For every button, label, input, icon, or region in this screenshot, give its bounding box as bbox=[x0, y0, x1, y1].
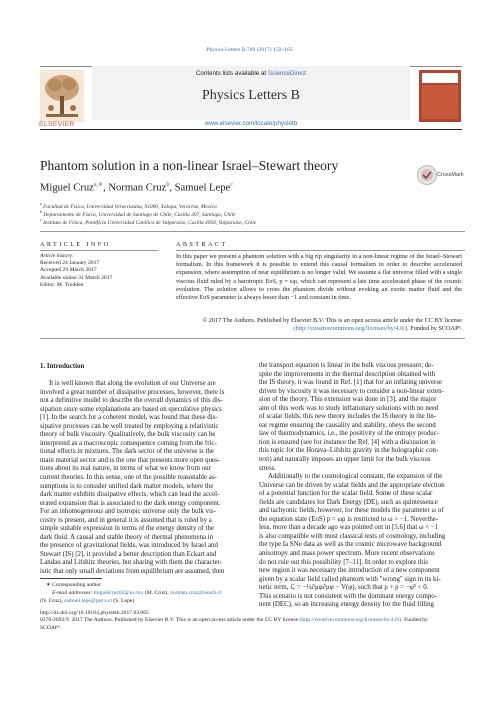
body-text-line: current theories. In this sense, one of the possible reasonable as- bbox=[40, 474, 217, 482]
issn-license-link[interactable]: (http://creativecommons.org/licenses/by/4.0/) bbox=[299, 617, 402, 623]
body-text-line: do not rule out this possibility [7–11]. In order to explore this bbox=[259, 558, 428, 566]
footnote-divider bbox=[40, 578, 102, 579]
history-label: Article history: bbox=[40, 253, 75, 259]
body-text-line: spite the improvements in the thermal description obtained with bbox=[259, 370, 436, 378]
history-item: Available online 31 March 2017 bbox=[40, 274, 113, 281]
body-text-line: Universe can be driven by scalar fields and the appropriate election bbox=[259, 481, 445, 489]
body-text-line: istic that only small deviations from equilibrium are assumed, then bbox=[40, 568, 225, 576]
issn-line2: SCOAP³. bbox=[40, 624, 62, 631]
body-text-line: tion is ensured (see for instance the Ref. [4] with a discussion in bbox=[259, 438, 436, 446]
author-marker[interactable]: a,∗ bbox=[93, 182, 104, 188]
corresponding-label: Corresponding author. bbox=[52, 582, 103, 588]
journal-reference[interactable]: Physics Letters B 769 (2017) 159–165 bbox=[206, 47, 293, 53]
body-text-line: sion of the theory. This extension was done in [3], and the major bbox=[259, 396, 437, 404]
body-text-line: stress. bbox=[259, 464, 277, 472]
body-text-line: simple suitable expression in terms of the energy density of the bbox=[40, 525, 215, 533]
contents-prefix: Contents lists available at bbox=[195, 70, 268, 77]
issn-tail: . Funded by bbox=[401, 617, 428, 623]
email-owner: (N. Cruz), bbox=[40, 598, 65, 604]
body-text-line: It is well known that along the evolution of our Universe are bbox=[49, 380, 216, 387]
body-text-line: not a definitive model to describe the overall dynamics of this dis- bbox=[40, 397, 223, 405]
contents-line bbox=[92, 70, 410, 77]
body-text-line: sipative processes can be well treated by employing a relativistic bbox=[40, 422, 219, 430]
email-addresses-cont bbox=[40, 598, 136, 604]
publisher-wordmark: ELSEVIER bbox=[39, 121, 75, 128]
affiliation-text: Instituto de Física, Pontificia Universidad Católica de Valparaíso, Casilla 4950, Valparaíso, Chile bbox=[43, 219, 257, 226]
elsevier-tree-logo bbox=[40, 70, 84, 122]
body-text-line: fields are candidates for Dark Energy (DE), such as quintessence bbox=[259, 498, 438, 506]
doi-link[interactable]: http://dx.doi.org/10.1016/j.physletb.2017.03.065 bbox=[40, 610, 149, 616]
body-text-line: interpreted as a macroscopic consequence coming from the fric- bbox=[40, 439, 217, 447]
body-text-line: cosity is present, and in general it is assumed that is ruled by a bbox=[40, 516, 212, 524]
divider bbox=[176, 250, 465, 251]
body-text-line: [1]. In the search for a coherent model, was found that these dis- bbox=[40, 414, 218, 422]
abstract-text: In this paper we present a phantom solution with a big rip singularity in a non-linear regime of the Israel–Stewart formalism. In this framework it is possible to extend this causal formalism in order to describe accelerated expansion, where assumption of near equilibrium is no longer valid. We assume a flat universe filled with a single viscous fluid ruled by a barotropic EoS, p = ωρ, which can represent a late time accelerated phase of the cosmic evolution. The solution allows to cross the phantom divide without evoking an exotic matter fluid and the effective EoS parameter is always lesser than −1 and constant in time. bbox=[176, 253, 462, 302]
email-owner: (S. Lepe). bbox=[111, 598, 136, 604]
body-text-line: anisotropy and mass power spectrum. More recent observations bbox=[259, 550, 435, 558]
body-text-line: this topic for the Horava–Lifshitz gravity in the holographic con- bbox=[259, 447, 439, 455]
body-text-line: involved a great number of dissipative processes, however, there is bbox=[40, 388, 225, 396]
body-text-line: dark matter exhibits dissipative effects, which can lead the accel- bbox=[40, 491, 220, 499]
body-column-left bbox=[40, 380, 246, 577]
divider bbox=[40, 338, 465, 339]
body-text-line: the IS theory, it was found in Ref. [1] that for an inflating universe bbox=[259, 379, 443, 387]
author-marker[interactable]: b bbox=[166, 182, 170, 188]
body-text-line: Stewart (IS) [2], it provided a better description than Eckart and bbox=[40, 550, 217, 558]
body-text-line: netic term, ℒ = −½∂μφ∂μφ − V(φ), such that ρ + p = −φ̇² < 0. bbox=[259, 584, 429, 592]
body-text-line: tions about its real nature, in terms of what we know from our bbox=[40, 465, 211, 473]
body-text-line: of scalar fields, this new theory includes the IS theory in the lin- bbox=[259, 413, 437, 421]
body-text-line: dark fluid. A causal and stable theory of thermal phenomena in bbox=[40, 533, 214, 541]
body-text-line: given by a scalar field called phantom with "wrong" sign in its ki- bbox=[259, 575, 441, 583]
history-item: Editor: M. Trodden bbox=[40, 281, 84, 288]
issn-lead: 0370-2693/© 2017 The Authors. Published by Elsevier B.V. This is an open access article under the CC BY license bbox=[40, 617, 299, 623]
article-history bbox=[40, 253, 158, 289]
email-addresses bbox=[52, 590, 221, 596]
body-text-line: the presence of gravitational fields, was introduced by Israel and bbox=[40, 542, 218, 550]
body-text-line: This scenario is not consistent with the dominant energy compo- bbox=[259, 592, 438, 600]
article-title: Phantom solution in a non-linear Israel–Stewart theory bbox=[40, 158, 339, 173]
body-text-line: sipation since some explanations are based on speculative physics bbox=[40, 405, 222, 413]
article-info-heading: ARTICLE INFO bbox=[40, 241, 111, 248]
journal-title: Physics Letters B bbox=[202, 88, 300, 103]
author-list: Miguel Cruz$^{a,∗}$, Norman Cruz$^b$, Samuel Lepe$^c$ bbox=[40, 182, 233, 194]
license-tail: . Funded by SCOAP³. bbox=[407, 325, 462, 333]
email-link[interactable]: samuel.lepe@pucv.cl bbox=[64, 598, 112, 604]
body-text-line: driven by viscosity it was necessary to consider a non-linear exten- bbox=[259, 387, 444, 395]
issn-copyright bbox=[40, 617, 465, 632]
body-text-line: sumptions is to consider unified dark matter models, where the bbox=[40, 482, 214, 490]
body-text-line: of a potential function for the scalar field. Some of these scalar bbox=[259, 490, 433, 498]
license-link[interactable]: (http://creativecommons.org/licenses/by/4.0/) bbox=[293, 325, 408, 333]
body-text-line: is also compatible with most classical tests of cosmology, including bbox=[259, 532, 446, 540]
body-text-line: nent (DEC), so an increasing energy density for the fluid filling bbox=[259, 601, 434, 609]
body-column-right bbox=[259, 362, 465, 610]
license-lead: © 2017 The Authors. Published by Elsevier B.V. This is an open access article under the CC BY license bbox=[202, 317, 462, 324]
email-link[interactable]: norman.cruz@usach.cl bbox=[170, 590, 222, 596]
body-text-line: main material sector and is the one that presents more open ques- bbox=[40, 456, 221, 464]
body-text-line: Additionally to the cosmological constant, the expansion of the bbox=[268, 473, 443, 481]
history-item: Received 24 January 2017 bbox=[40, 260, 100, 267]
email-link[interactable]: miguelcruz02@uv.mx bbox=[93, 590, 144, 596]
affiliation-marker: b bbox=[40, 209, 42, 214]
author-name[interactable]: Miguel Cruz bbox=[40, 182, 94, 194]
affiliation-text: Facultad de Física, Universidad Veracruzana, 91000, Xalapa, Veracruz, Mexico bbox=[43, 203, 217, 210]
body-text-line: new region it was necessary the introduction of a new component bbox=[259, 567, 440, 575]
affiliation-text: Departamento de Física, Universidad de Santiago de Chile, Casilla 307, Santiago, Chile bbox=[43, 211, 236, 218]
journal-homepage-link[interactable]: www.elsevier.com/locate/physletb bbox=[204, 120, 298, 127]
crossmark-label[interactable]: CrossMark bbox=[437, 172, 464, 178]
body-text-line: the type Ia SNe data as well as the cosmic microwave background bbox=[259, 541, 442, 549]
corresponding-author-note: ∗ Corresponding author. bbox=[46, 582, 103, 588]
section-heading-introduction: 1. Introduction bbox=[40, 363, 85, 370]
crossmark-icon[interactable] bbox=[417, 165, 437, 185]
affiliation-marker: a bbox=[40, 201, 42, 206]
author-name[interactable]: Norman Cruz bbox=[108, 182, 167, 194]
history-item: Accepted 29 March 2017 bbox=[40, 267, 97, 274]
journal-cover-image bbox=[419, 70, 461, 122]
body-text-line: aim of this work was to study inflationary solutions with no need bbox=[259, 404, 439, 412]
affiliation-marker: c bbox=[40, 217, 42, 222]
body-text-line: Landau and Lifshitz theories, but sharing with them the character- bbox=[40, 559, 223, 567]
body-text-line: tional effects in mixtures. The dark sector of the universe is the bbox=[40, 448, 214, 456]
email-owner: (M. Cruz), bbox=[143, 590, 171, 596]
body-text-line: the equation state (EoS) p = ωρ is restricted to ω > −1. Neverthe- bbox=[259, 515, 439, 523]
body-text-line: the transport equation is linear in the bulk viscous pressure; de- bbox=[259, 362, 434, 369]
body-text-line: For an inhomogeneous and isotropic universe only the bulk vis- bbox=[40, 508, 216, 516]
author-marker[interactable]: c bbox=[230, 182, 233, 188]
divider bbox=[40, 250, 158, 251]
body-text-line: text) and naturally imposes an upper limit for the bulk viscous bbox=[259, 456, 431, 464]
abstract-heading: ABSTRACT bbox=[176, 241, 228, 248]
sciencedirect-link[interactable]: ScienceDirect bbox=[267, 70, 307, 77]
email-label: E-mail addresses: bbox=[52, 590, 94, 596]
affiliation bbox=[40, 217, 256, 226]
body-text-line: erated expansion that is associated to the dark energy component. bbox=[40, 499, 221, 507]
body-text-line: law of thermodynamics, i.e., the positivity of the entropy produc- bbox=[259, 430, 440, 438]
body-text-line: ear regime ensuring the causality and stability, obeys the second bbox=[259, 421, 436, 429]
divider bbox=[40, 231, 465, 232]
author-name[interactable]: Samuel Lepe bbox=[174, 182, 231, 194]
body-text-line: theory of bulk viscosity. Qualitatively, the bulk viscosity can be bbox=[40, 431, 216, 439]
body-text-line: less, more than a decade ago was pointed out in [5,6] that ω < −1 bbox=[259, 524, 439, 532]
abstract-license bbox=[176, 317, 462, 333]
body-text-line: and tachyonic fields, however, for these models the parameter ω of bbox=[259, 507, 444, 515]
